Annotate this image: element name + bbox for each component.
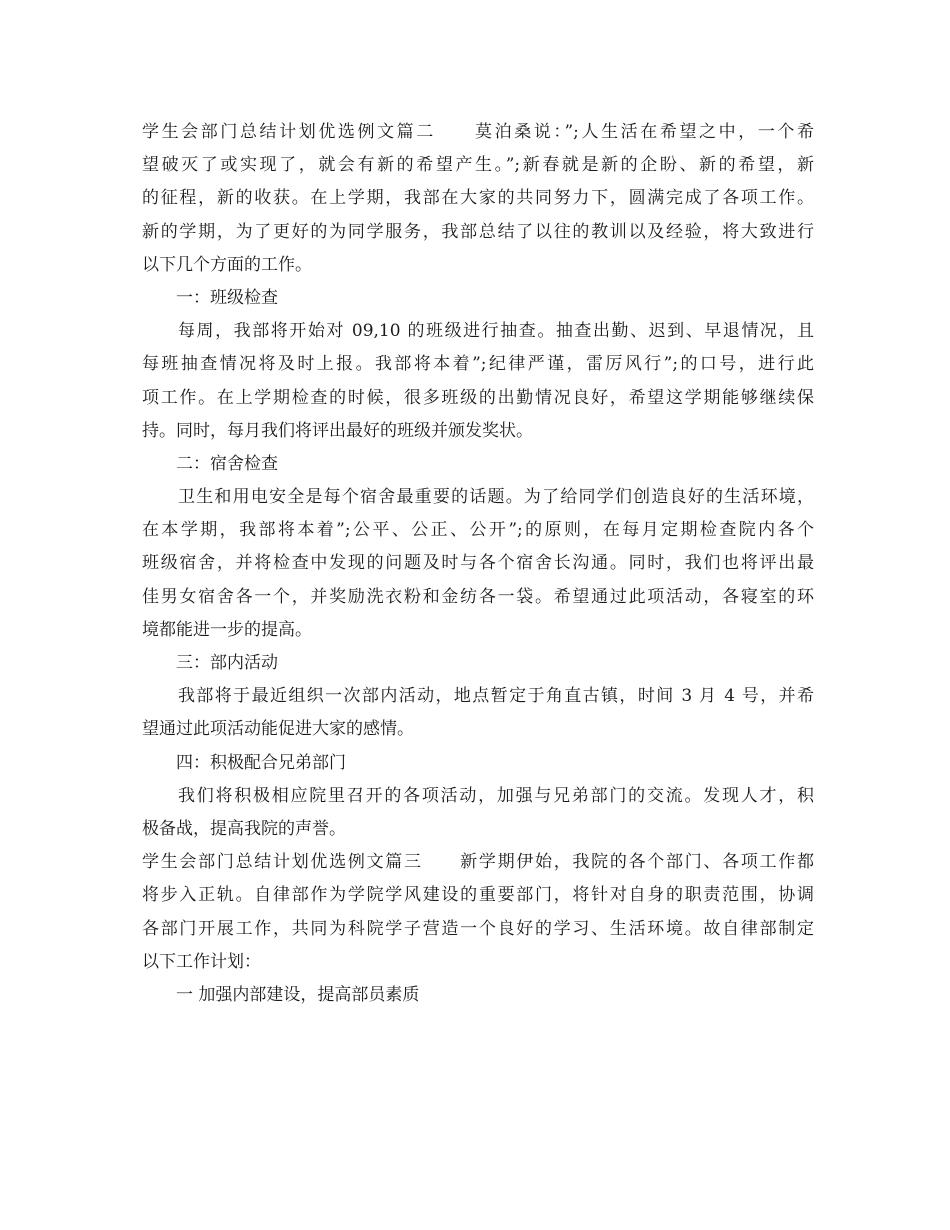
- paragraph-line: 每周，我部将开始对 09,10 的班级进行抽查。抽查出勤、迟到、早退情况，且: [178, 321, 814, 342]
- paragraph-line: 望破灭了或实现了，就会有新的希望产生。”;新春就是新的企盼、新的希望，新: [142, 155, 814, 176]
- paragraph-line: 我们将积极相应院里召开的各项活动，加强与兄弟部门的交流。发现人才，积: [178, 785, 814, 806]
- section-heading: 三：部内活动: [176, 653, 278, 673]
- paragraph-line: 境都能进一步的提高。: [142, 619, 312, 640]
- paragraph-line: 学生会部门总结计划优选例文篇三 新学期伊始，我院的各个部门、各项工作都: [142, 852, 814, 873]
- paragraph-line: 在本学期，我部将本着”;公平、公正、公开”;的原则，在每月定期检查院内各个: [142, 520, 814, 541]
- section-heading: 一：班级检查: [176, 287, 278, 308]
- paragraph-line: 新的学期，为了更好的为同学服务，我部总结了以往的教训以及经验，将大致进行: [142, 221, 814, 242]
- paragraph-line: 我部将于最近组织一次部内活动，地点暂定于角直古镇，时间 3 月 4 号，并希: [178, 686, 814, 707]
- paragraph-line: 佳男女宿舍各一个，并奖励洗衣粉和金纺各一袋。希望通过此项活动，各寝室的环: [142, 586, 814, 607]
- paragraph-line: 持。同时，每月我们将评出最好的班级并颁发奖状。: [142, 420, 533, 441]
- paragraph-line: 各部门开展工作，共同为科院学子营造一个良好的学习、生活环境。故自律部制定: [142, 918, 814, 939]
- paragraph-line: 以下几个方面的工作。: [142, 254, 312, 275]
- paragraph-line: 的征程，新的收获。在上学期，我部在大家的共同努力下，圆满完成了各项工作。: [142, 188, 814, 209]
- section-heading: 二：宿舍检查: [176, 453, 278, 474]
- paragraph-line: 望通过此项活动能促进大家的感情。: [142, 719, 414, 740]
- paragraph-line: 极备战，提高我院的声誉。: [142, 818, 346, 839]
- paragraph-line: 将步入正轨。自律部作为学院学风建设的重要部门，将针对自身的职责范围，协调: [142, 885, 814, 906]
- section-heading: 一 加强内部建设，提高部员素质: [176, 984, 420, 1005]
- paragraph-line: 以下工作计划：: [142, 951, 261, 972]
- section-heading: 四：积极配合兄弟部门: [176, 752, 346, 773]
- paragraph-line: 卫生和用电安全是每个宿舍最重要的话题。为了给同学们创造良好的生活环境，: [178, 487, 814, 508]
- paragraph-line: 班级宿舍，并将检查中发现的问题及时与各个宿舍长沟通。同时，我们也将评出最: [142, 553, 814, 574]
- paragraph-line: 每班抽查情况将及时上报。我部将本着”;纪律严谨，雷厉风行”;的口号，进行此: [142, 354, 814, 375]
- document-body: [142, 116, 814, 1012]
- paragraph-line: 项工作。在上学期检查的时候，很多班级的出勤情况良好，希望这学期能够继续保: [142, 387, 814, 408]
- paragraph-line: 学生会部门总结计划优选例文篇二 莫泊桑说：”;人生活在希望之中，一个希: [142, 122, 814, 142]
